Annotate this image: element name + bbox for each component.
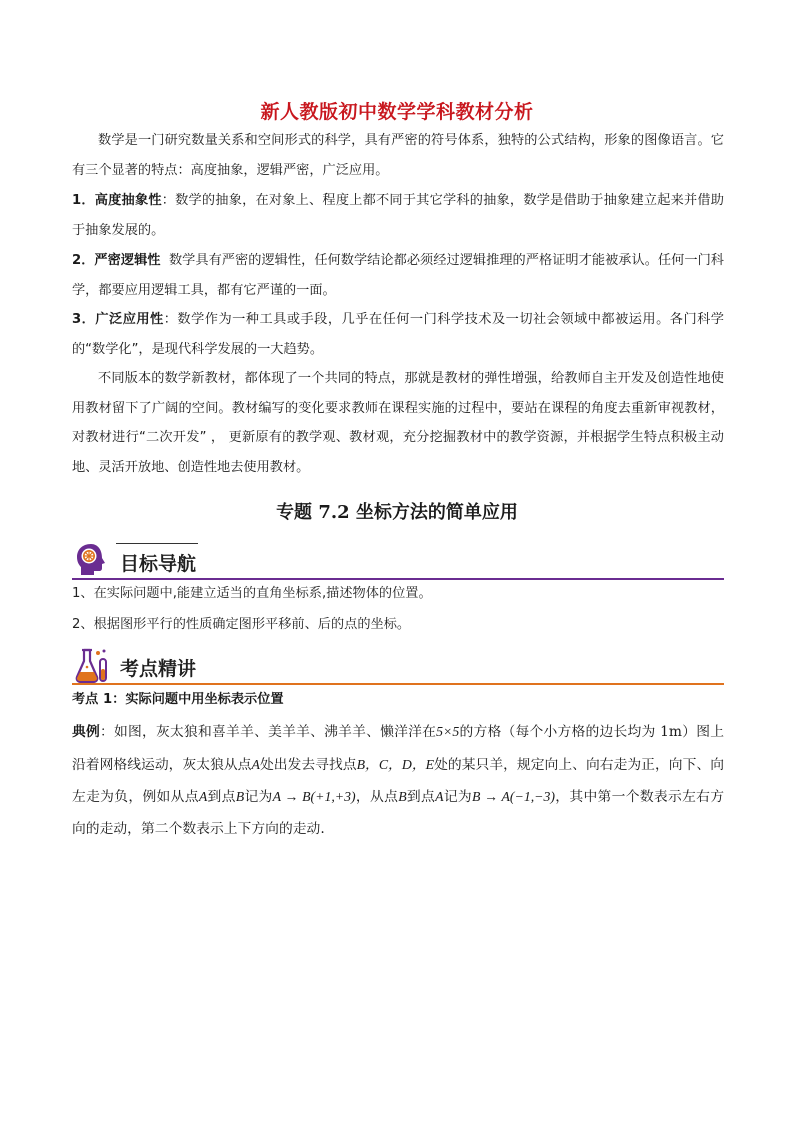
feature-item-1-text: ：数学的抽象，在对象上、程度上都不同于其它学科的抽象，数学是借助于抽象建立起来并借助于抽象发展的。 bbox=[72, 193, 724, 238]
example-text: 记为 bbox=[443, 789, 473, 805]
feature-item-3-text: ：数学作为一种工具或手段，几乎在任何一门科学技术及一切社会领域中都被运用。各门科学的“数学化”，是现代科学发展的一大趋势。 bbox=[72, 312, 724, 357]
example-paragraph bbox=[72, 716, 724, 845]
intro-paragraph: 数学是一门研究数量关系和空间形式的科学，具有严密的符号体系，独特的公式结构，形象的图像语言。它有三个显著的特点：高度抽象，逻辑严密，广泛应用。 bbox=[72, 133, 724, 178]
example-text: 处出发去寻找点 bbox=[259, 756, 357, 773]
example-text: 的方格（每个小方格的边长均为 1m）图上沿着网格线运动，灰太狼从点 bbox=[72, 724, 725, 773]
math-grid-size: 5×5 bbox=[436, 724, 460, 739]
example-text: ：如图，灰太狼和喜羊羊、美羊羊、沸羊羊、懒洋洋在 bbox=[100, 724, 437, 740]
textbook-paragraph: 不同版本的数学新教材，都体现了一个共同的特点，那就是教材的弹性增强，给教师自主开发及创造性地使用教材留下了广阔的空间。教材编写的变化要求教师在课程实施的过程中，要站在课程的角度去重新审视教材，对教材进行“二次开发” ， 更新原有的教学观、教材观，充分挖掘教材中的教学资源，并根据学生特点积极主动地、灵活开放地、创造性地去使用教材。 bbox=[72, 371, 724, 475]
keypoints-divider bbox=[72, 683, 724, 685]
math-expression-a-to-b: A → B(+1,+3) bbox=[272, 789, 356, 804]
feature-item-2-text: 数学具有严密的逻辑性，任何数学结论都必须经过逻辑推理的严格证明才能被承认。任何一门科学，都要应用逻辑工具，都有它严谨的一面。 bbox=[72, 253, 724, 298]
feature-item-2-label: 2．严密逻辑性 bbox=[72, 253, 161, 268]
example-text: 处的某只羊，规定向上、向右走为正，向下、向左走为负，例如从点 bbox=[72, 756, 725, 805]
example-text: 记为 bbox=[244, 789, 273, 805]
example-text: 到点 bbox=[406, 789, 436, 805]
feature-item-1 bbox=[72, 186, 724, 245]
goal-item-2: 2、根据图形平行的性质确定图形平移前、后的点的坐标。 bbox=[72, 617, 411, 632]
keypoints-heading: 考点精讲 bbox=[120, 658, 197, 680]
math-points-bcde: B，C，D，E bbox=[356, 756, 435, 772]
lab-flask-icon bbox=[74, 647, 110, 683]
keypoints-section-header bbox=[72, 645, 724, 685]
main-title: 新人教版初中数学学科教材分析 bbox=[260, 101, 534, 123]
head-brain-icon bbox=[74, 542, 110, 578]
example-text: ，从点 bbox=[355, 789, 399, 805]
example-text: ，其中第一个数表示左右方向的走动，第二个数表示上下方向的走动. bbox=[72, 789, 725, 837]
goals-section-header bbox=[72, 540, 724, 580]
math-point-a: A bbox=[251, 756, 260, 772]
goals-heading: 目标导航 bbox=[120, 553, 197, 575]
topic-title: 专题 7.2 坐标方法的简单应用 bbox=[276, 502, 518, 523]
feature-item-3 bbox=[72, 305, 724, 364]
section-top-rule bbox=[116, 543, 198, 544]
goal-item-1: 1、在实际问题中,能建立适当的直角坐标系,描述物体的位置。 bbox=[72, 586, 432, 601]
math-expression-b-to-a: B → A(−1,−3) bbox=[472, 789, 555, 804]
math-point-a: A bbox=[198, 789, 208, 804]
math-point-a: A bbox=[435, 789, 444, 804]
feature-item-1-label: 1．高度抽象性 bbox=[72, 193, 162, 208]
feature-item-2 bbox=[72, 246, 724, 305]
feature-item-3-label: 3．广泛应用性 bbox=[72, 312, 164, 327]
example-text: 到点 bbox=[207, 789, 236, 805]
example-label: 典例 bbox=[72, 724, 101, 740]
math-point-b: B bbox=[235, 789, 245, 804]
keypoint-1-title: 考点 1：实际问题中用坐标表示位置 bbox=[72, 692, 284, 707]
goals-divider bbox=[72, 578, 724, 580]
math-point-b: B bbox=[398, 789, 407, 804]
